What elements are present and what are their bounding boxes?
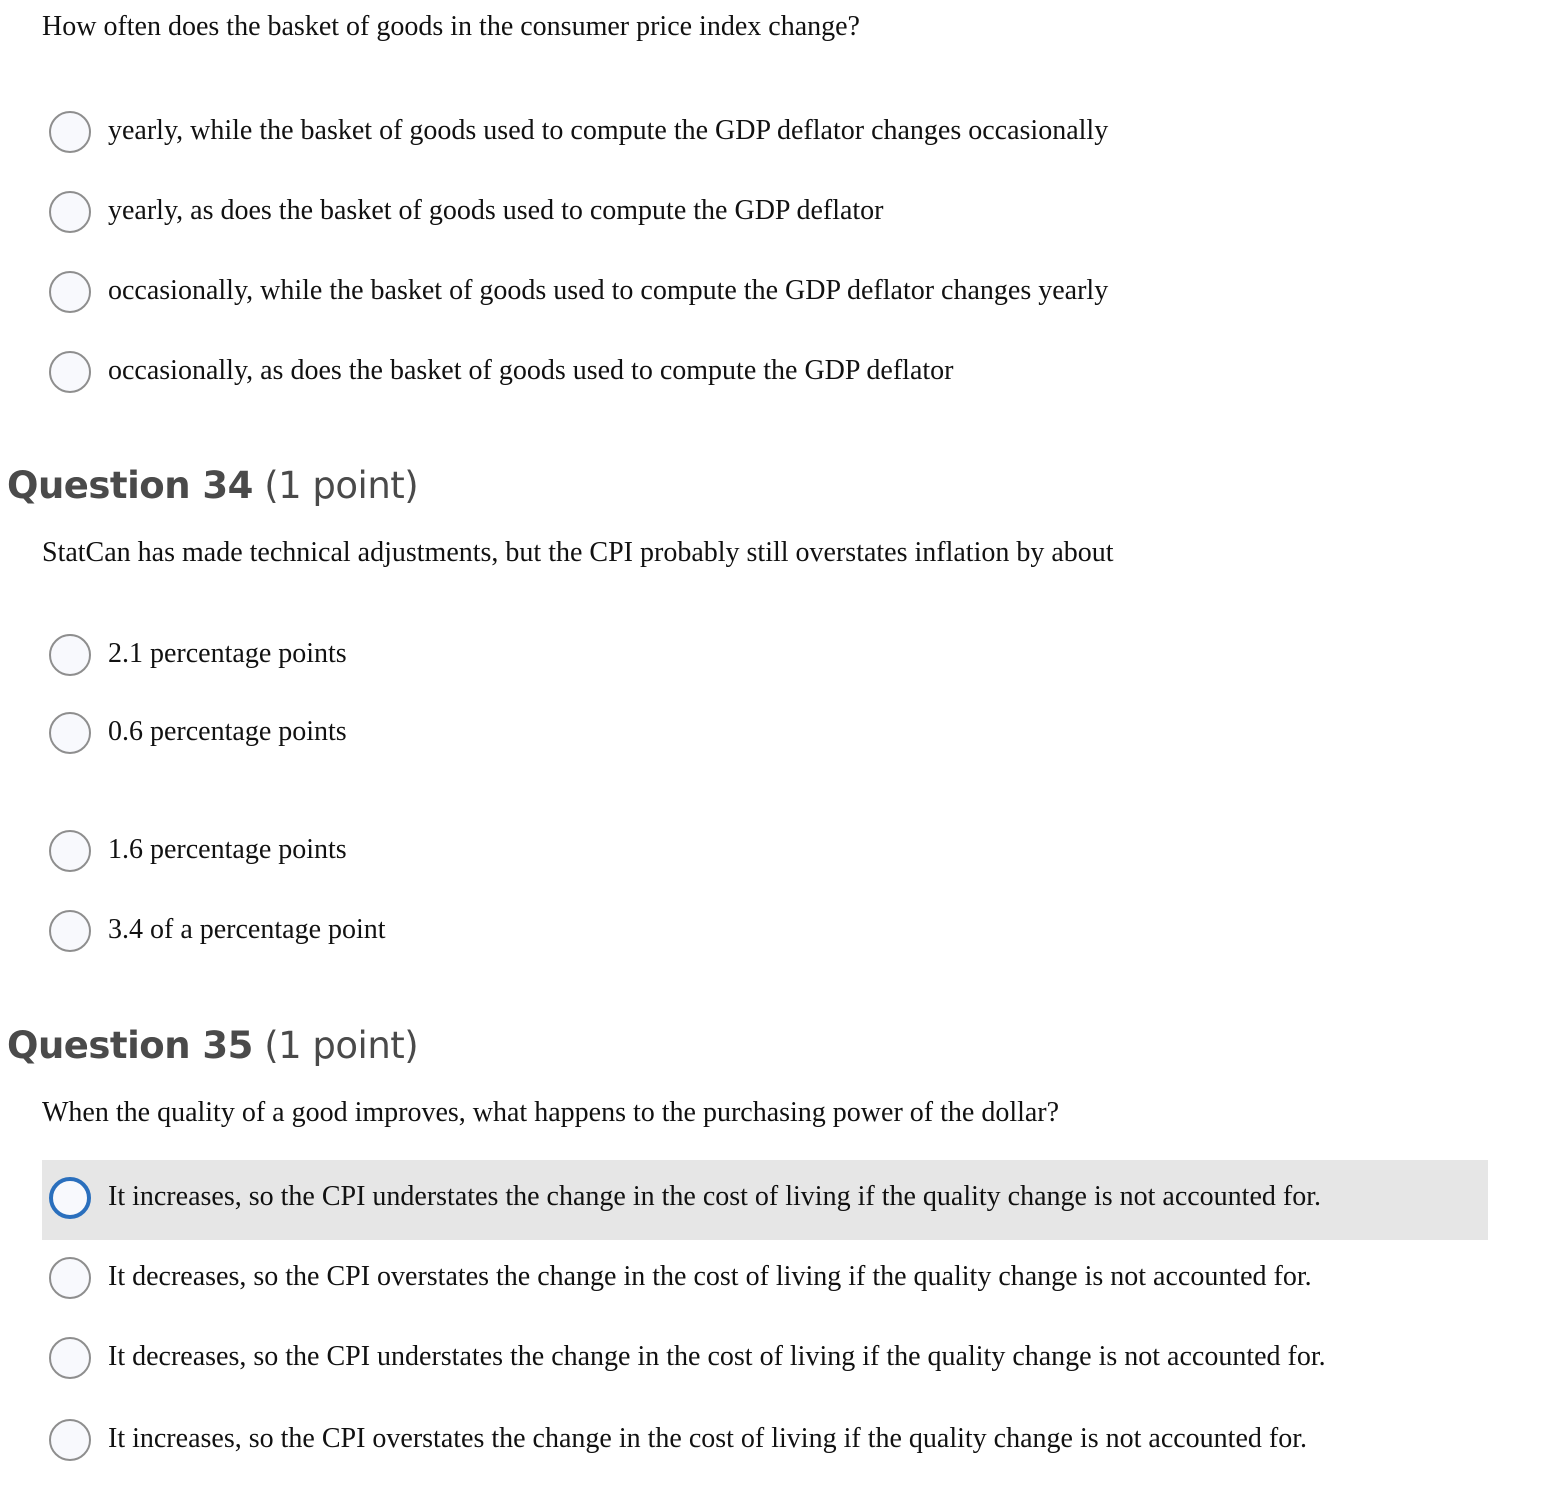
radio-button-icon[interactable]: [49, 111, 91, 153]
option-label: occasionally, as does the basket of goods used to compute the GDP deflator: [108, 355, 954, 386]
q33-option-1[interactable]: [42, 94, 1488, 174]
option-label: It decreases, so the CPI overstates the change in the cost of living if the quality change is not accounted for.: [108, 1261, 1312, 1292]
radio-button-icon[interactable]: [49, 351, 91, 393]
q33-option-3[interactable]: [42, 254, 1488, 334]
radio-button-icon[interactable]: [49, 712, 91, 754]
q33-option-2[interactable]: [42, 174, 1488, 254]
option-label: occasionally, while the basket of goods used to compute the GDP deflator changes yearly: [108, 275, 1109, 306]
q33-option-4[interactable]: [42, 334, 1488, 414]
option-label: 3.4 of a percentage point: [108, 914, 386, 945]
option-label: It increases, so the CPI understates the change in the cost of living if the quality change is not accounted for.: [108, 1181, 1321, 1212]
q35-option-2[interactable]: [42, 1240, 1488, 1320]
radio-button-icon[interactable]: [49, 634, 91, 676]
radio-button-icon[interactable]: [49, 1419, 91, 1461]
option-label: 0.6 percentage points: [108, 716, 347, 747]
option-label: 2.1 percentage points: [108, 638, 347, 669]
radio-button-icon[interactable]: [49, 1257, 91, 1299]
q35-option-1[interactable]: [42, 1160, 1488, 1240]
q34-heading: [7, 464, 418, 508]
option-label: It decreases, so the CPI understates the change in the cost of living if the quality change is not accounted for.: [108, 1341, 1326, 1372]
radio-button-icon[interactable]: [49, 1337, 91, 1379]
radio-button-icon[interactable]: [49, 1177, 91, 1219]
q35-heading: [7, 1024, 418, 1068]
radio-button-icon[interactable]: [49, 830, 91, 872]
radio-button-icon[interactable]: [49, 191, 91, 233]
question-number: Question 35: [7, 1024, 253, 1067]
question-number: Question 34: [7, 464, 253, 507]
q34-option-1[interactable]: [42, 617, 1488, 697]
q34-prompt: StatCan has made technical adjustments, but the CPI probably still overstates inflation by about: [42, 537, 1114, 568]
option-label: 1.6 percentage points: [108, 834, 347, 865]
q35-option-4[interactable]: [42, 1402, 1488, 1482]
option-label: yearly, as does the basket of goods used to compute the GDP deflator: [108, 195, 884, 226]
q35-option-3[interactable]: [42, 1320, 1488, 1400]
question-points: (1 point): [264, 1024, 419, 1067]
option-label: yearly, while the basket of goods used to compute the GDP deflator changes occasionally: [108, 115, 1109, 146]
radio-button-icon[interactable]: [49, 910, 91, 952]
q35-prompt: When the quality of a good improves, what happens to the purchasing power of the dollar?: [42, 1097, 1060, 1128]
q34-option-3[interactable]: [42, 813, 1488, 893]
radio-button-icon[interactable]: [49, 271, 91, 313]
q34-option-2[interactable]: [42, 695, 1488, 775]
question-points: (1 point): [264, 464, 419, 507]
q34-option-4[interactable]: [42, 893, 1488, 973]
q33-prompt: How often does the basket of goods in the consumer price index change?: [42, 11, 860, 42]
option-label: It increases, so the CPI overstates the change in the cost of living if the quality change is not accounted for.: [108, 1423, 1307, 1454]
